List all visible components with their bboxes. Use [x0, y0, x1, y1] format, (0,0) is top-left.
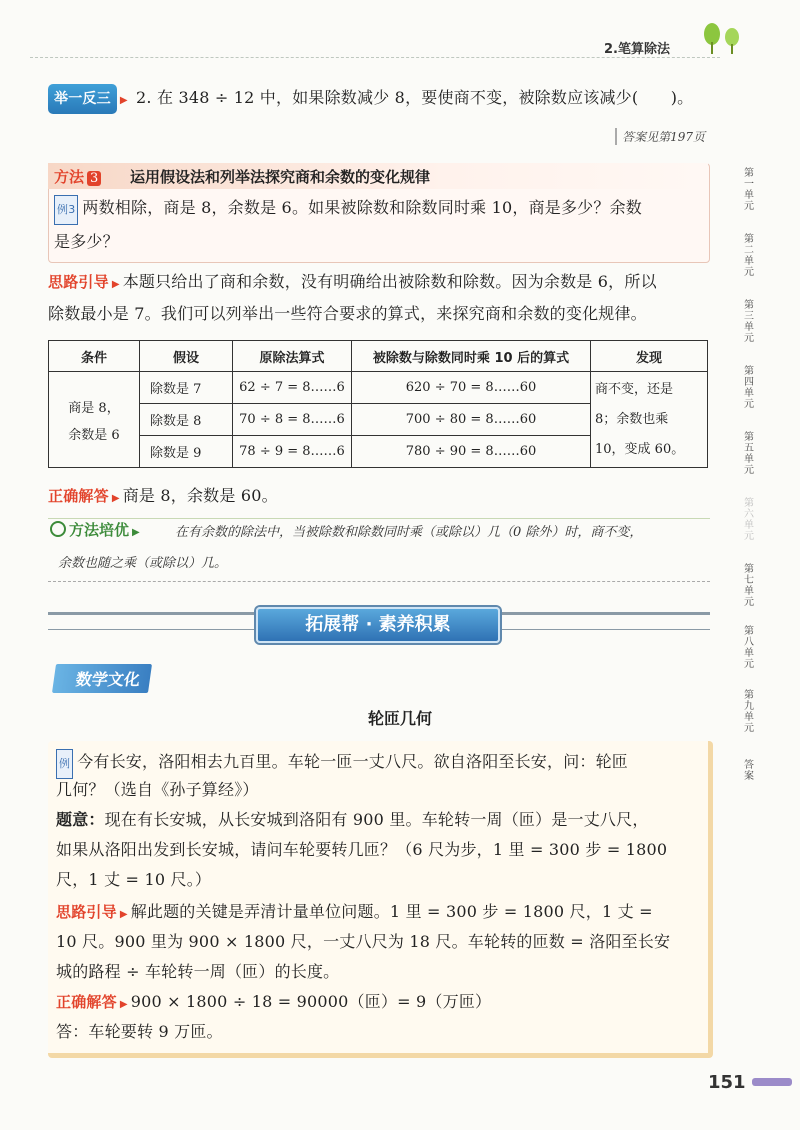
side-tab-unit-7[interactable]: 第七单元	[744, 564, 754, 608]
assumption-cell: 除数是 7	[140, 372, 233, 404]
table-row	[49, 372, 708, 404]
solution-tag: 正确解答	[48, 487, 109, 505]
culture-analysis-line-3: 城的路程 ÷ 车轮转一周（匝）的长度。	[56, 962, 340, 981]
tree-icon	[698, 22, 748, 58]
analysis-tag: 思路引导	[48, 273, 109, 291]
meaning-text-1: 现在有长安城，从长安城到洛阳有 900 里。车轮转一周（匝）是一丈八尺，	[104, 810, 649, 829]
practice-text: 2. 在 348 ÷ 12 中，如果除数减少 8，要使商不变，被除数应该减少( )。	[136, 88, 694, 107]
scaled-cell: 620 ÷ 70 = 8……60	[352, 372, 591, 404]
culture-solution-tag: 正确解答	[56, 993, 117, 1011]
table-header-row	[49, 341, 708, 372]
culture-question-2: 几何？（选自《孙子算经》）	[56, 780, 259, 799]
tip-line-2: 余数也随之乘（或除以）几。	[58, 556, 228, 571]
culture-analysis-line-2: 10 尺。900 里为 900 × 1800 尺，一丈八尺为 18 尺。车轮转的匝数 = 洛阳至长安	[56, 932, 671, 951]
example-tag: 例3	[54, 195, 78, 225]
side-tab-unit-2[interactable]: 第二单元	[744, 234, 754, 278]
culture-label: 数学文化	[52, 664, 152, 693]
assumption-cell: 除数是 9	[140, 436, 233, 468]
meaning-line-3: 尺，1 丈 = 10 尺。）	[56, 870, 212, 889]
answer-reference: 答案见第197页	[615, 128, 705, 145]
side-tab-unit-5[interactable]: 第五单元	[744, 432, 754, 476]
assumption-cell: 除数是 8	[140, 404, 233, 436]
culture-question-1	[56, 748, 702, 779]
table-header: 假设	[140, 341, 233, 372]
original-cell: 62 ÷ 7 = 8……6	[233, 372, 352, 404]
side-tab-unit-6[interactable]: 第六单元	[744, 498, 754, 542]
tip-line-1: 在有余数的除法中，当被除数和除数同时乘（或除以）几（0 除外）时，商不变，	[175, 525, 643, 540]
condition-cell	[49, 372, 140, 468]
side-tab-unit-9[interactable]: 第九单元	[744, 690, 754, 734]
scaled-cell: 780 ÷ 90 = 8……60	[352, 436, 591, 468]
example-question	[54, 194, 704, 225]
practice-tag: 举一反三	[48, 84, 117, 114]
culture-example-tag: 例	[56, 749, 73, 779]
culture-analysis-tag: 思路引导	[56, 903, 117, 921]
method-title: 运用假设法和列举法探究商和余数的变化规律	[130, 168, 431, 186]
arrow-icon: ▶	[119, 909, 128, 920]
finding-line-2: 8；余数也乘	[595, 411, 669, 427]
solution-line	[48, 482, 710, 513]
analysis-line-2: 除数最小是 7。我们可以列举出一些符合要求的算式，来探究商和余数的变化规律。	[48, 304, 647, 323]
culture-analysis-line-1	[56, 898, 702, 929]
original-cell: 70 ÷ 8 = 8……6	[233, 404, 352, 436]
finding-line-3: 10，变成 60。	[595, 441, 685, 457]
culture-title: 轮匝几何	[367, 709, 432, 728]
method-number: 3	[87, 171, 101, 186]
meaning-line-1	[56, 806, 702, 834]
arrow-icon: ▶	[111, 279, 120, 290]
culture-analysis-text-1: 解此题的关键是弄清计量单位问题。1 里 = 300 步 = 1800 尺，1 丈 =	[130, 902, 653, 921]
page-number: 151	[708, 1072, 746, 1093]
culture-solution-text: 900 × 1800 ÷ 18 = 90000（匝）= 9（万匝）	[130, 992, 492, 1011]
side-tab-unit-4[interactable]: 第四单元	[744, 366, 754, 410]
magnifier-icon	[50, 521, 66, 537]
culture-solution-line	[56, 988, 718, 1019]
analysis-line-1	[48, 268, 710, 299]
side-tab-answers[interactable]: 答案	[744, 760, 754, 782]
table-header: 发现	[591, 341, 708, 372]
meaning-line-2: 如果从洛阳出发到长安城，请问车轮要转几匝？（6 尺为步，1 里 = 300 步 = 1800	[56, 840, 668, 859]
arrow-icon: ▶	[119, 999, 128, 1010]
side-tab-unit-3[interactable]: 第三单元	[744, 300, 754, 344]
scaled-cell: 700 ÷ 80 = 8……60	[352, 404, 591, 436]
meaning-tag: 题意：	[56, 810, 105, 829]
table-header: 被除数与除数同时乘 10 后的算式	[352, 341, 591, 372]
section-banner: 拓展帮 · 素养积累	[256, 607, 500, 643]
side-tab-unit-1[interactable]: 第一单元	[744, 168, 754, 212]
original-cell: 78 ÷ 9 = 8……6	[233, 436, 352, 468]
side-tab-unit-8[interactable]: 第八单元	[744, 626, 754, 670]
culture-answer-line: 答：车轮要转 9 万匝。	[56, 1022, 223, 1041]
arrow-icon: ▶	[111, 493, 120, 504]
table-header: 条件	[49, 341, 140, 372]
example-line-1: 两数相除，商是 8，余数是 6。如果被除数和除数同时乘 10，商是多少？余数	[82, 198, 642, 217]
finding-line-1: 商不变，还是	[595, 381, 674, 397]
culture-q-text-1: 今有长安，洛阳相去九百里。车轮一匝一丈八尺。欲自洛阳至长安，问：轮匝	[77, 752, 629, 771]
condition-line-1: 商是 8，	[68, 400, 120, 416]
header-divider	[30, 57, 720, 58]
solution-text: 商是 8，余数是 60。	[122, 486, 278, 505]
arrow-icon: ▶	[119, 95, 128, 106]
condition-line-2: 余数是 6	[68, 427, 120, 443]
page-bar	[752, 1078, 792, 1086]
finding-cell	[591, 372, 708, 468]
analysis-text-1: 本题只给出了商和余数，没有明确给出被除数和除数。因为余数是 6，所以	[122, 272, 657, 291]
table-header: 原除法算式	[233, 341, 352, 372]
tip-tag: 方法培优	[69, 521, 130, 539]
section-title: 2.笔算除法	[604, 42, 670, 57]
tip-label	[50, 519, 143, 540]
comparison-table	[48, 340, 708, 468]
practice-question	[48, 84, 710, 115]
arrow-icon: ▶	[132, 527, 140, 538]
example-line-2: 是多少？	[54, 232, 119, 251]
method-label-text: 方法	[54, 168, 85, 186]
method-label	[54, 166, 101, 187]
